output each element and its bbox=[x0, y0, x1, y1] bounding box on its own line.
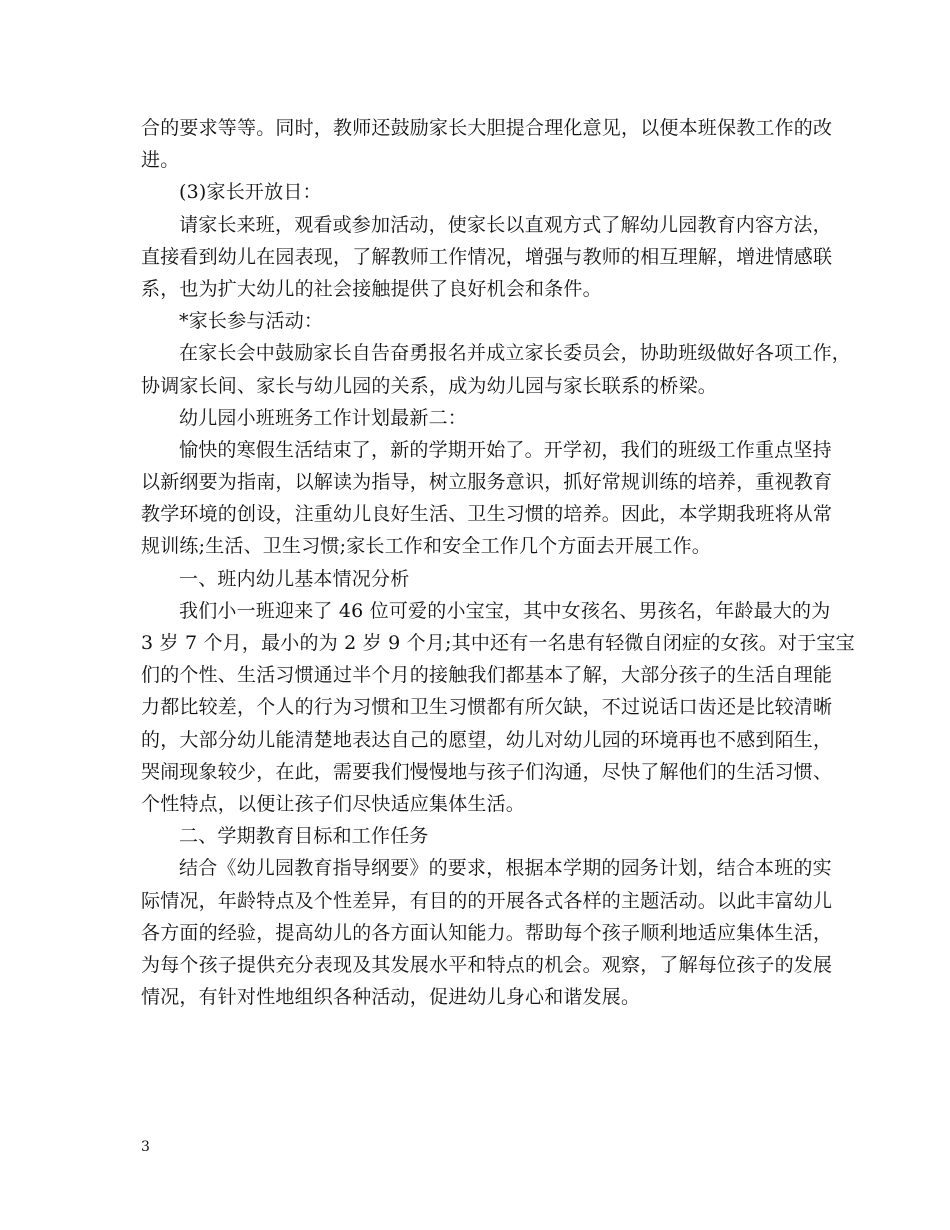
text-line: 个性特点，以便让孩子们尽快适应集体生活。 bbox=[141, 792, 526, 815]
text-line: 际情况，年龄特点及个性差异，有目的的开展各式各样的主题活动。以此丰富幼儿 bbox=[141, 889, 833, 912]
text-line: 愉快的寒假生活结束了，新的学期开始了。开学初，我们的班级工作重点坚持 bbox=[179, 438, 832, 461]
text-line: 二、学期教育目标和工作任务 bbox=[179, 825, 429, 848]
text-line: 合的要求等等。同时，教师还鼓励家长大胆提合理化意见，以便本班保教工作的改 bbox=[141, 117, 833, 139]
text-line: 系，也为扩大幼儿的社会接触提供了良好机会和条件。 bbox=[141, 277, 602, 300]
text-line: 哭闹现象较少，在此，需要我们慢慢地与孩子们沟通，尽快了解他们的生活习惯、 bbox=[141, 760, 833, 783]
text-line: 一、班内幼儿基本情况分析 bbox=[179, 567, 410, 590]
text-line: 各方面的经验，提高幼儿的各方面认知能力。帮助每个孩子顺利地适应集体生活， bbox=[141, 921, 833, 944]
text-line: 3 岁 7 个月，最小的为 2 岁 9 个月;其中还有一名患有轻微自闭症的女孩。对于宝宝 bbox=[141, 632, 855, 654]
text-line: 的，大部分幼儿能清楚地表达自己的愿望，幼儿对幼儿园的环境再也不感到陌生， bbox=[141, 728, 833, 751]
text-line: 我们小一班迎来了 46 位可爱的小宝宝，其中女孩名、男孩名，年龄最大的为 bbox=[179, 599, 831, 622]
text-line: 结合《幼儿园教育指导纲要》的要求，根据本学期的园务计划，结合本班的实 bbox=[179, 857, 832, 880]
text-line: 直接看到幼儿在园表现，了解教师工作情况，增强与教师的相互理解，增进情感联 bbox=[141, 245, 833, 268]
text-line: 请家长来班，观看或参加活动，使家长以直观方式了解幼儿园教育内容方法， bbox=[179, 213, 832, 236]
text-line: 们的个性、生活习惯通过半个月的接触我们都基本了解，大部分孩子的生活自理能 bbox=[141, 664, 833, 687]
text-line: 以新纲要为指南，以解读为指导，树立服务意识，抓好常规训练的培养，重视教育 bbox=[141, 471, 833, 494]
text-line: (3)家长开放日： bbox=[179, 181, 322, 204]
text-line: *家长参与活动： bbox=[179, 310, 324, 333]
text-line: 幼儿园小班班务工作计划最新二： bbox=[179, 406, 468, 429]
text-line: 规训练;生活、卫生习惯;家长工作和安全工作几个方面去开展工作。 bbox=[141, 535, 712, 558]
document-body bbox=[141, 112, 855, 1013]
text-line: 情况，有针对性地组织各种活动，促进幼儿身心和谐发展。 bbox=[141, 986, 641, 1009]
text-line: 为每个孩子提供充分表现及其发展水平和特点的机会。观察，了解每位孩子的发展 bbox=[141, 953, 833, 976]
page-number: 3 bbox=[141, 1139, 150, 1155]
text-line: 教学环境的创设，注重幼儿良好生活、卫生习惯的培养。因此，本学期我班将从常 bbox=[141, 503, 833, 526]
text-line: 力都比较差，个人的行为习惯和卫生习惯都有所欠缺，不过说话口齿还是比较清晰 bbox=[141, 696, 833, 719]
text-line: 在家长会中鼓励家长自告奋勇报名并成立家长委员会，协助班级做好各项工作， bbox=[179, 342, 852, 365]
text-line: 进。 bbox=[141, 149, 180, 172]
text-line: 协调家长间、家长与幼儿园的关系，成为幼儿园与家长联系的桥梁。 bbox=[141, 374, 718, 397]
